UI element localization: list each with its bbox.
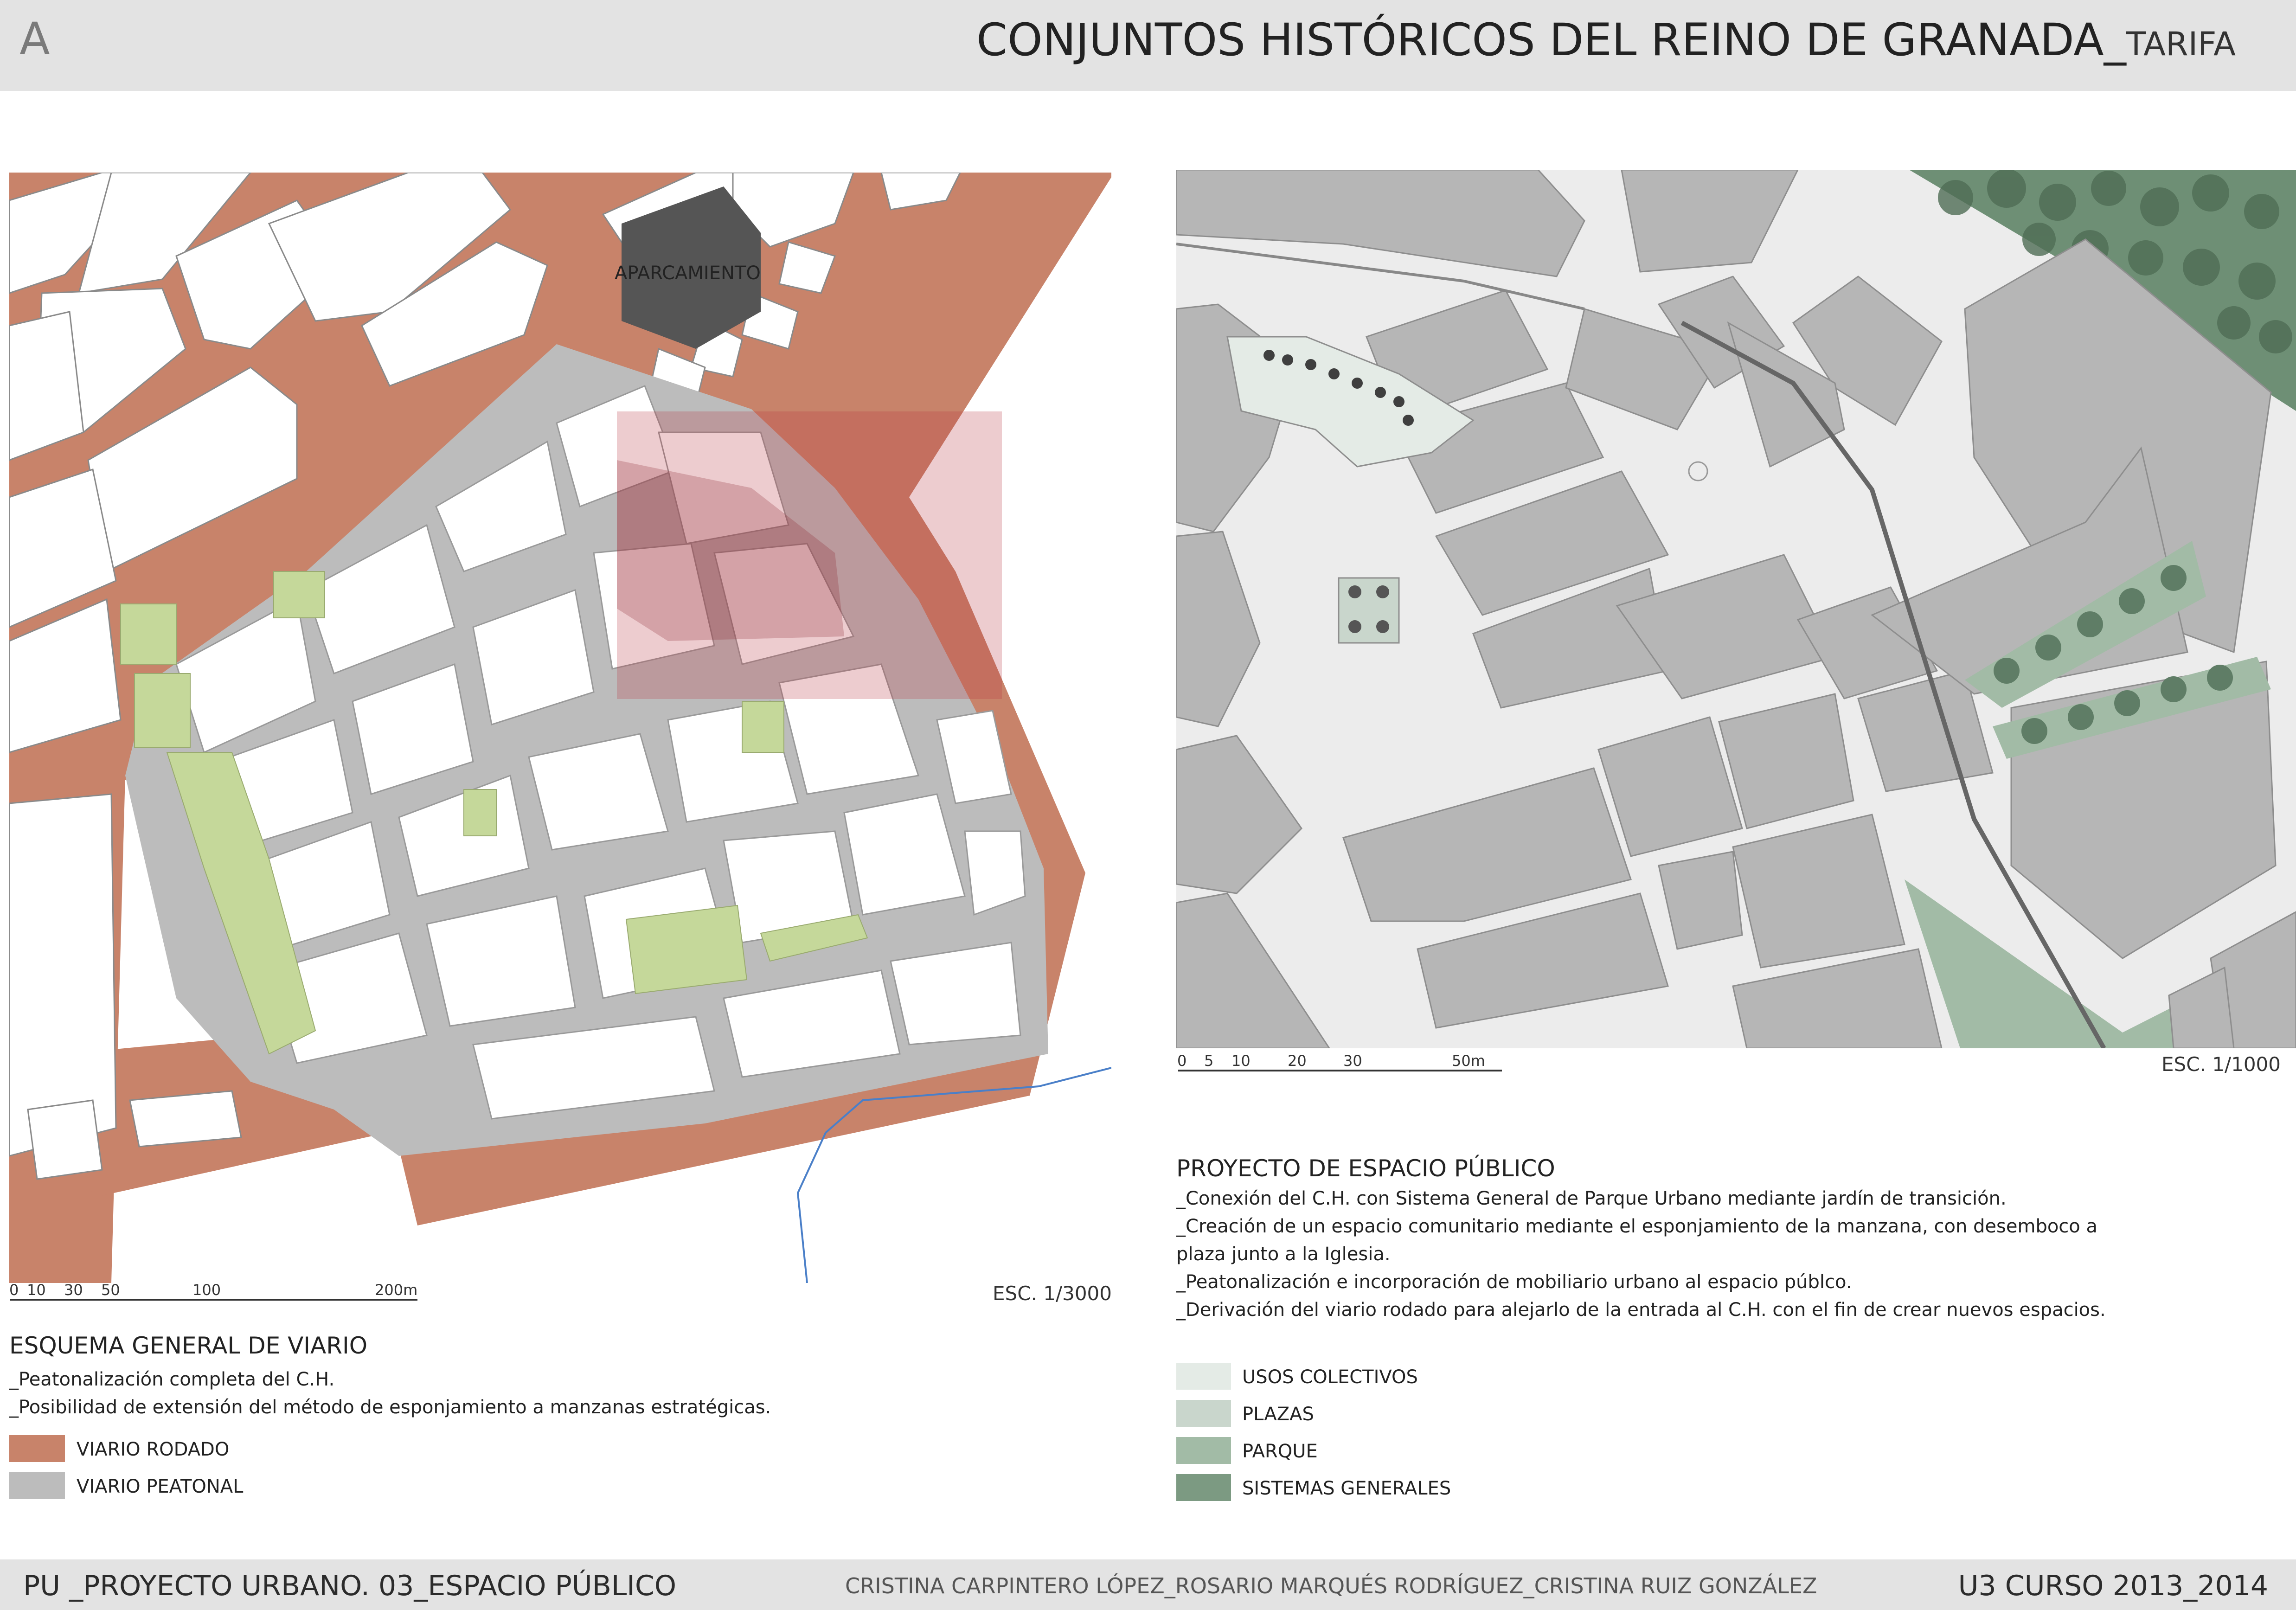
- legend-swatch-parque: [1176, 1437, 1231, 1464]
- left-heading: ESQUEMA GENERAL DE VIARIO: [9, 1332, 368, 1359]
- left-scale-0: 0: [9, 1281, 19, 1299]
- legend-swatch-rodado: [9, 1435, 65, 1462]
- legend-label-peatonal: VIARIO PEATONAL: [77, 1476, 244, 1497]
- right-line-5: _Derivación del viario rodado para alejarlo de la entrada al C.H. con el fin de crear nuevos espacios.: [1176, 1299, 2106, 1321]
- footer-authors: CRISTINA CARPINTERO LÓPEZ_ROSARIO MARQUÉS RODRÍGUEZ_CRISTINA RUIZ GONZÁLEZ: [845, 1573, 1817, 1598]
- right-scale-20: 20: [1288, 1052, 1307, 1070]
- footer-year: U3 CURSO 2013_2014: [1958, 1570, 2268, 1602]
- left-line-1: _Peatonalización completa del C.H.: [9, 1369, 335, 1390]
- footer-course: PU _PROYECTO URBANO. 03_ESPACIO PÚBLICO: [23, 1570, 677, 1602]
- road-scheme-drawing: [9, 173, 1111, 1283]
- sheet-title-town: TARIFA: [2126, 25, 2236, 63]
- right-line-1: _Conexión del C.H. con Sistema General de Parque Urbano mediante jardín de transición.: [1176, 1188, 2007, 1209]
- legend-swatch-peatonal: [9, 1472, 65, 1499]
- footer-bar: [0, 1559, 2296, 1610]
- left-scale-100: 100: [192, 1281, 221, 1299]
- right-scale-30: 30: [1343, 1052, 1362, 1070]
- right-line-2: _Creación de un espacio comunitario mediante el esponjamiento de la manzana, con desemboco a: [1176, 1216, 2097, 1237]
- sheet-title-main: CONJUNTOS HISTÓRICOS DEL REINO DE GRANADA_: [976, 14, 2126, 66]
- left-line-2: _Posibilidad de extensión del método de esponjamiento a manzanas estratégicas.: [9, 1397, 771, 1418]
- right-scale-0: 0: [1177, 1052, 1187, 1070]
- parking-label: APARCAMIENTO: [615, 263, 761, 284]
- header-bar: [0, 0, 2296, 91]
- legend-label-rodado: VIARIO RODADO: [77, 1439, 230, 1460]
- small-plaza: [1339, 578, 1399, 643]
- right-scale-10: 10: [1231, 1052, 1251, 1070]
- left-scale-30: 30: [64, 1281, 83, 1299]
- legend-swatch-usos-colectivos: [1176, 1363, 1231, 1390]
- legend-label-sistemas-generales: SISTEMAS GENERALES: [1242, 1478, 1451, 1499]
- legend-label-usos-colectivos: USOS COLECTIVOS: [1242, 1366, 1418, 1388]
- sheet-letter: A: [19, 13, 50, 65]
- left-scale-200: 200m: [375, 1281, 418, 1299]
- right-line-3: plaza junto a la Iglesia.: [1176, 1244, 1391, 1265]
- road-scheme-map: [9, 173, 1111, 1283]
- right-line-4: _Peatonalización e incorporación de mobiliario urbano al espacio públco.: [1176, 1271, 1852, 1293]
- right-heading: PROYECTO DE ESPACIO PÚBLICO: [1176, 1155, 1555, 1182]
- roundabout-marker: [1689, 462, 1707, 481]
- right-scale-5: 5: [1204, 1052, 1214, 1070]
- public-space-map: [1176, 170, 2296, 1048]
- legend-label-parque: PARQUE: [1242, 1441, 1318, 1462]
- left-scale-10: 10: [27, 1281, 46, 1299]
- right-scale-50: 50m: [1452, 1052, 1485, 1070]
- right-scale-text: ESC. 1/1000: [2161, 1053, 2281, 1076]
- legend-label-plazas: PLAZAS: [1242, 1404, 1314, 1425]
- sheet-title: [976, 14, 2236, 66]
- left-scale-text: ESC. 1/3000: [993, 1282, 1112, 1305]
- public-space-drawing: [1176, 170, 2296, 1048]
- legend-swatch-plazas: [1176, 1400, 1231, 1427]
- legend-swatch-sistemas-generales: [1176, 1474, 1231, 1501]
- left-scale-50: 50: [101, 1281, 120, 1299]
